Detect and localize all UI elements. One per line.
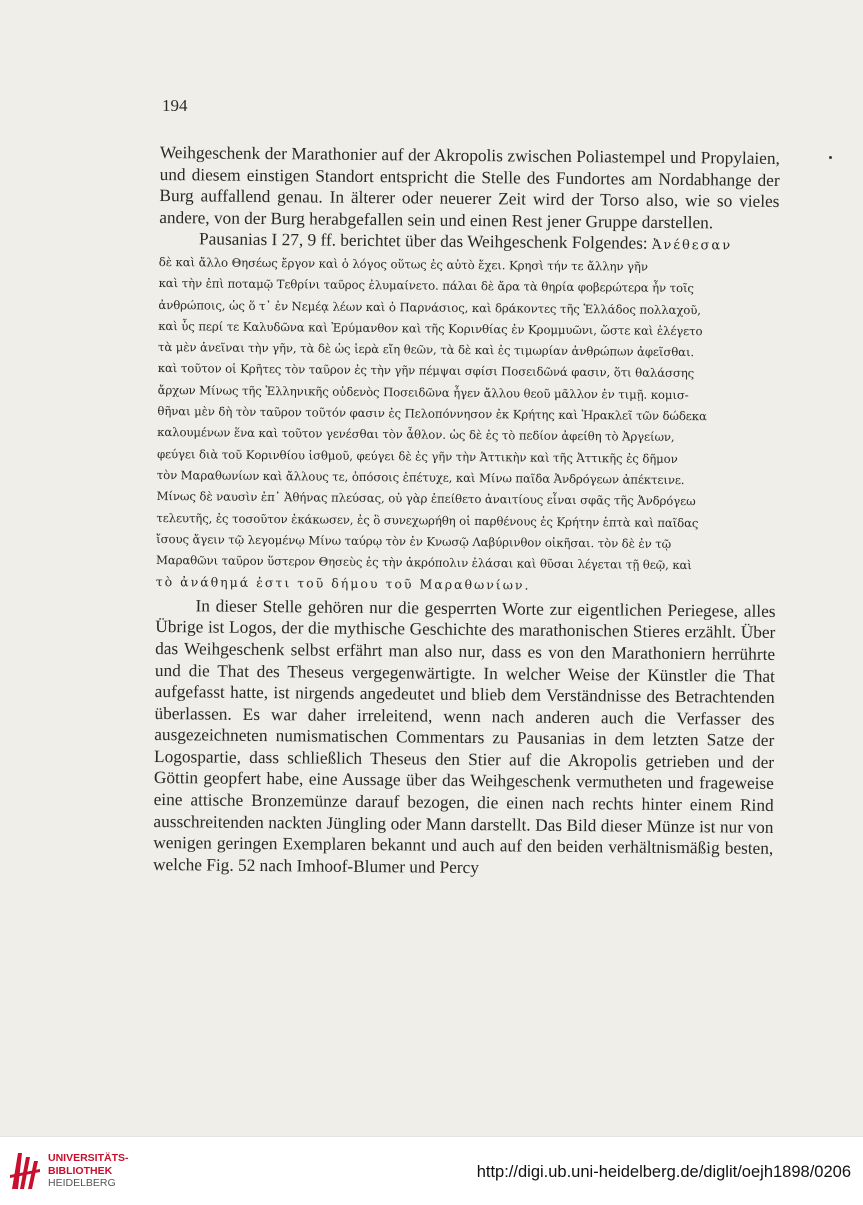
greek-line: τὸν Μαραθωνίων καὶ ἄλλους τε, ὁπόσοις ἐπέτυχε, καὶ Μίνω παῖδα Ἀνδρόγεων ἀπέκτεινε. — [156, 467, 685, 487]
german-intro-section — [159, 142, 780, 258]
greek-line: Μίνως δὲ ναυσὶν ἐπ᾽ Ἀθήνας πλεύσας, οὐ γὰρ ἐπείθετο ἀναιτίους εἶναι σφᾶς τῆς Ἀνδρόγεω — [156, 489, 696, 509]
library-name-line: HEIDELBERG — [48, 1177, 116, 1189]
greek-line: φεύγει διὰ τοῦ Κορινθίου ἰσθμοῦ, φεύγει δὲ ἐς γῆν τὴν Ἀττικὴν καὶ τῆς Ἀττικῆς ἐς δῆμον — [156, 446, 678, 466]
greek-line-last: τὸ ἀνάθημά ἐστι τοῦ δήμου τοῦ Μαραθωνίων. — [155, 574, 531, 593]
source-url-link[interactable]: http://digi.ub.uni-heidelberg.de/diglit/oejh1898/0206 — [476, 1163, 851, 1181]
margin-mark — [829, 156, 832, 159]
german-intro-paragraph: Weihgeschenk der Marathonier auf der Akropolis zwischen Poliastempel und Propylaien, und diesem einstigen Standort entspricht die Stelle des Fundortes am Nordabhange der Burg auffallend genau. In älterer oder neuerer Zeit wird der Torso also, wie so vieles andere, von der Burg herabgefallen sein und einen Rest jener Gruppe darstellen. — [159, 142, 780, 233]
footer-bar — [0, 1136, 863, 1205]
greek-line: ἀνθρώποις, ὡς ὅ τ᾽ ἐν Νεμέᾳ λέων καὶ ὁ Παρνάσιος, καὶ δράκοντες τῆς Ἑλλάδος πολλαχοῦ, — [158, 297, 701, 317]
greek-line: ἄρχων Μίνως τῆς Ἑλληνικῆς οὐδενὸς Ποσειδῶνα ἦγεν ἄλλου θεοῦ μᾶλλον ἐν τιμῇ. κομισ- — [157, 382, 689, 402]
greek-quotation — [156, 252, 779, 599]
page-number: 194 — [162, 96, 188, 115]
greek-line: δὲ καὶ ἄλλο Θησέως ἔργον καὶ ὁ λόγος οὕτως ἐς αὐτὸ ἔχει. Κρησὶ τήν τε ἄλλην γῆν — [158, 254, 648, 274]
greek-line: τὰ μὲν ἀνεῖναι τὴν γῆν, τὰ δὲ ὡς ἱερὰ εἴη θεῶν, τὰ δὲ καὶ ἐς τιμωρίαν ἀνθρώπων ἀφεῖσθαι. — [157, 340, 695, 360]
library-name-line: UNIVERSITÄTS- — [48, 1152, 129, 1164]
greek-line: ἴσους ἄγειν τῷ λεγομένῳ Μίνω ταύρῳ τὸν ἐν Κνωσῷ Λαβύρινθον οἰκῆσαι. τὸν δὲ ἐν τῷ — [156, 531, 672, 551]
pausanias-intro-text: Pausanias I 27, 9 ff. berichtet über das Weihgeschenk Folgendes: — [198, 229, 648, 254]
greek-line: καὶ τὴν ἐπὶ ποταμῷ Τεθρίνι ταῦρος ἐλυμαίνετο. πάλαι δὲ ἄρα τὰ θηρία φοβερώτερα ἦν τοῖς — [158, 276, 694, 296]
greek-line: καὶ τοῦτον οἱ Κρῆτες τὸν ταῦρον ἐς τὴν γῆν πέμψαι σφίσι Ποσειδῶνά φασιν, ὅτι θαλάσσης — [157, 361, 695, 381]
library-name-line: BIBLIOTHEK — [48, 1164, 113, 1177]
greek-line: καλουμένων ἕνα καὶ τοῦτον γενέσθαι τὸν ἆθλον. ὡς δὲ ἐς τὸ πεδίον ἀφείθη τὸ Ἀργείων, — [157, 425, 675, 445]
greek-line: Μαραθῶνι ταῦρον ὕστερον Θησεὺς ἐς τὴν ἀκρόπολιν ἐλάσαι καὶ θῦσαι λέγεται τῇ θεῷ, καὶ — [155, 553, 692, 573]
greek-line: καὶ ὗς περί τε Καλυδῶνα καὶ Ἐρύμανθον καὶ τῆς Κορινθίας ἐν Κρομμυῶνι, ὥστε καὶ ἐλέγετο — [158, 318, 703, 339]
university-seal-icon — [8, 1149, 42, 1193]
greek-line: θῆναι μὲν δὴ τὸν ταῦρον τοῦτόν φασιν ἐς Πελοπόννησον ἐκ Κρήτης καὶ Ἡρακλεῖ τῶν δώδεκα — [157, 404, 707, 424]
library-name — [48, 1152, 129, 1190]
german-body-section — [153, 595, 776, 882]
greek-line: τελευτῆς, ἐς τοσοῦτον ἐκάκωσεν, ἐς ὃ συνεχωρήθη οἱ παρθένους ἐς Κρήτην ἑπτὰ καὶ παῖδας — [156, 510, 699, 530]
text-block — [153, 142, 780, 881]
greek-quote-start: Ἀνέθεσαν — [651, 238, 733, 254]
german-body-paragraph: In dieser Stelle gehören nur die gesperrten Worte zur eigentlichen Periegese, alles Übrige ist Logos, der die mythische Geschichte des marathonischen Stieres erzählt. Über das Weihgeschenk selbst erfährt man also nur, dass es von den Marathoniern herrührte und die That des Theseus vergegenwärtigte. In welcher Weise der Künstler die That aufgefasst hatte, ist nirgends angedeutet und blieb dem Verständnisse des Betrachtenden überlassen. Es war daher irreleitend, wenn nach anderen auch die Verfasser des ausgezeichneten numismatischen Commentars zu Pausanias in dem letzten Satze der Logospartie, dass schließlich Theseus den Stier auf die Akropolis getrieben und der Göttin geopfert habe, eine Aussage über das Weihgeschenk vermutheten und frageweise eine attische Bronzemünze darauf bezogen, die einen nach rechts hinter einem Rind ausschreitenden nackten Jüngling oder Mann darstellt. Das Bild dieser Münze ist nur von wenigen geringen Exemplaren bekannt und auch auf den beiden verhältnismäßig besten, welche Fig. 52 nach Imhoof-Blumer und Percy — [152, 596, 776, 877]
